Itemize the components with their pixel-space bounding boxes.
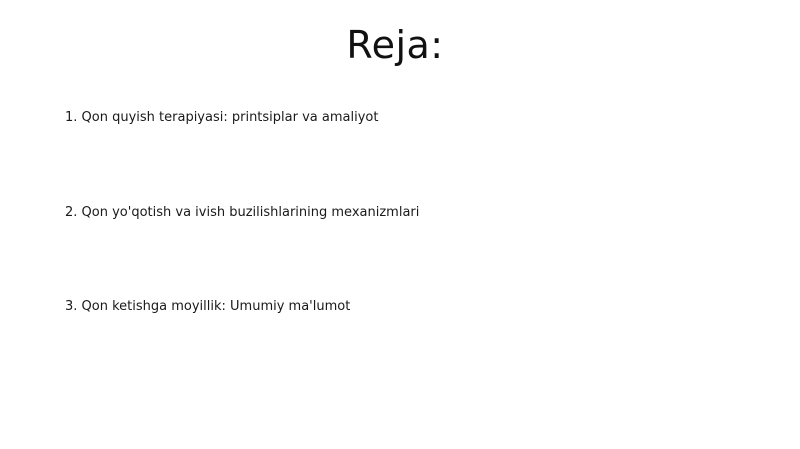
slide-title: Reja: xyxy=(346,23,444,67)
agenda-item-3: 3. Qon ketishga moyillik: Umumiy ma'lumot xyxy=(65,299,351,314)
agenda-item-2: 2. Qon yo'qotish va ivish buzilishlarining mexanizmlari xyxy=(65,205,420,220)
agenda-item-1: 1. Qon quyish terapiyasi: printsiplar va amaliyot xyxy=(65,110,379,125)
